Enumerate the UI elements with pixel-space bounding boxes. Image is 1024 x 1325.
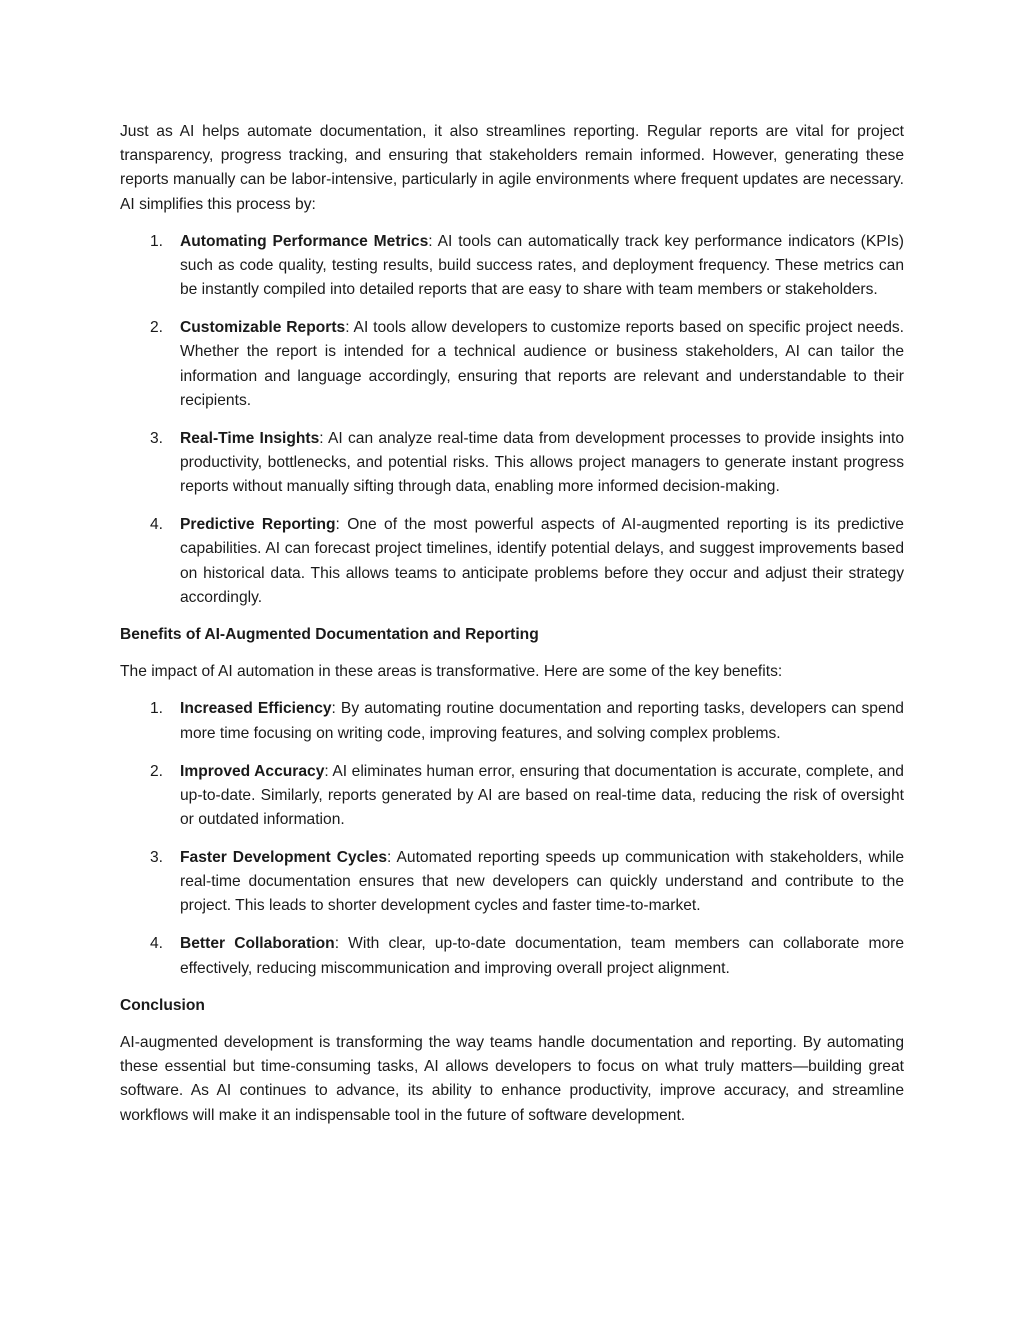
list-text: : AI tools can automatically track key performance indicators (KPIs) such as code quality, testing results, build success rates, and deployment frequency. These metrics can be instantly compiled into detailed reports that are easy to share with team members or stakeholders. [180,232,904,299]
list-number: 4. [150,516,164,534]
list-item [120,513,904,610]
list-term: Real-Time Insights [180,429,320,447]
list-text: : With clear, up-to-date documentation, team members can collaborate more effectively, reducing miscommunication and improving overall project alignment. [180,935,904,977]
list-term: Customizable Reports [180,319,346,337]
list-text: : AI can analyze real-time data from development processes to provide insights into productivity, bottlenecks, and potential risks. This allows project managers to generate instant progress reports without manually sifting through data, enabling more informed decision-making. [180,429,905,496]
conclusion-heading: Conclusion [120,996,205,1014]
list-number: 3. [150,849,164,867]
list-item [120,760,904,833]
list-item [120,230,904,303]
list-number: 1. [150,700,164,718]
list-term: Predictive Reporting [180,516,336,534]
list-text: : AI tools allow developers to customize reports based on specific project needs. Whether the report is intended for a technical audience or business stakeholders, AI can tailor the information and language accordingly, ensuring that reports are relevant and understandable to their recipients. [180,319,904,409]
benefits-heading: Benefits of AI-Augmented Documentation and Reporting [120,626,539,644]
list-text: : AI eliminates human error, ensuring that documentation is accurate, complete, and up-to-date. Similarly, reports generated by AI are based on real-time data, reducing the risk of oversight or outdated information. [180,762,904,829]
list-text: : Automated reporting speeds up communication with stakeholders, while real-time documentation ensures that new developers can quickly understand and contribute to the project. This leads to shorter development cycles and faster time-to-market. [180,849,904,915]
list-item [120,697,904,745]
conclusion-paragraph: AI-augmented development is transforming the way teams handle documentation and reporting. By automating these essential but time-consuming tasks, AI allows developers to focus on what truly matters—building great software. As AI continues to advance, its ability to enhance productivity, improve accuracy, and streamline workflows will make it an indispensable tool in the future of software development. [120,1034,904,1124]
list-term: Better Collaboration [180,935,335,953]
list-term: Improved Accuracy [180,762,325,780]
benefits-intro: The impact of AI automation in these areas is transformative. Here are some of the key benefits: [120,663,783,681]
list-number: 4. [150,935,164,953]
list-text: : By automating routine documentation and reporting tasks, developers can spend more time focusing on writing code, improving features, and solving complex problems. [180,700,904,742]
list-number: 3. [150,429,164,447]
list-number: 2. [150,319,164,337]
list-item [120,316,904,413]
intro-paragraph: Just as AI helps automate documentation, it also streamlines reporting. Regular reports are vital for project transparency, progress tracking, and ensuring that stakeholders remain informed. However, generating these reports manually can be labor-intensive, particularly in agile environments where frequent updates are necessary. AI simplifies this process by: [120,123,904,213]
list-text: : One of the most powerful aspects of AI-augmented reporting is its predictive capabilities. AI can forecast project timelines, identify potential delays, and suggest improvements based on historical data. This allows teams to anticipate problems before they occur and adjust their strategy accordingly. [180,516,904,606]
list-term: Faster Development Cycles [180,849,388,867]
reporting-list [120,230,904,610]
document-page [120,120,904,1128]
list-number: 1. [150,232,164,250]
benefits-list [120,697,904,980]
list-number: 2. [150,762,164,780]
list-item [120,427,904,500]
list-term: Increased Efficiency [180,700,332,718]
list-item [120,932,904,980]
list-term: Automating Performance Metrics [180,232,429,250]
list-item [120,846,904,919]
